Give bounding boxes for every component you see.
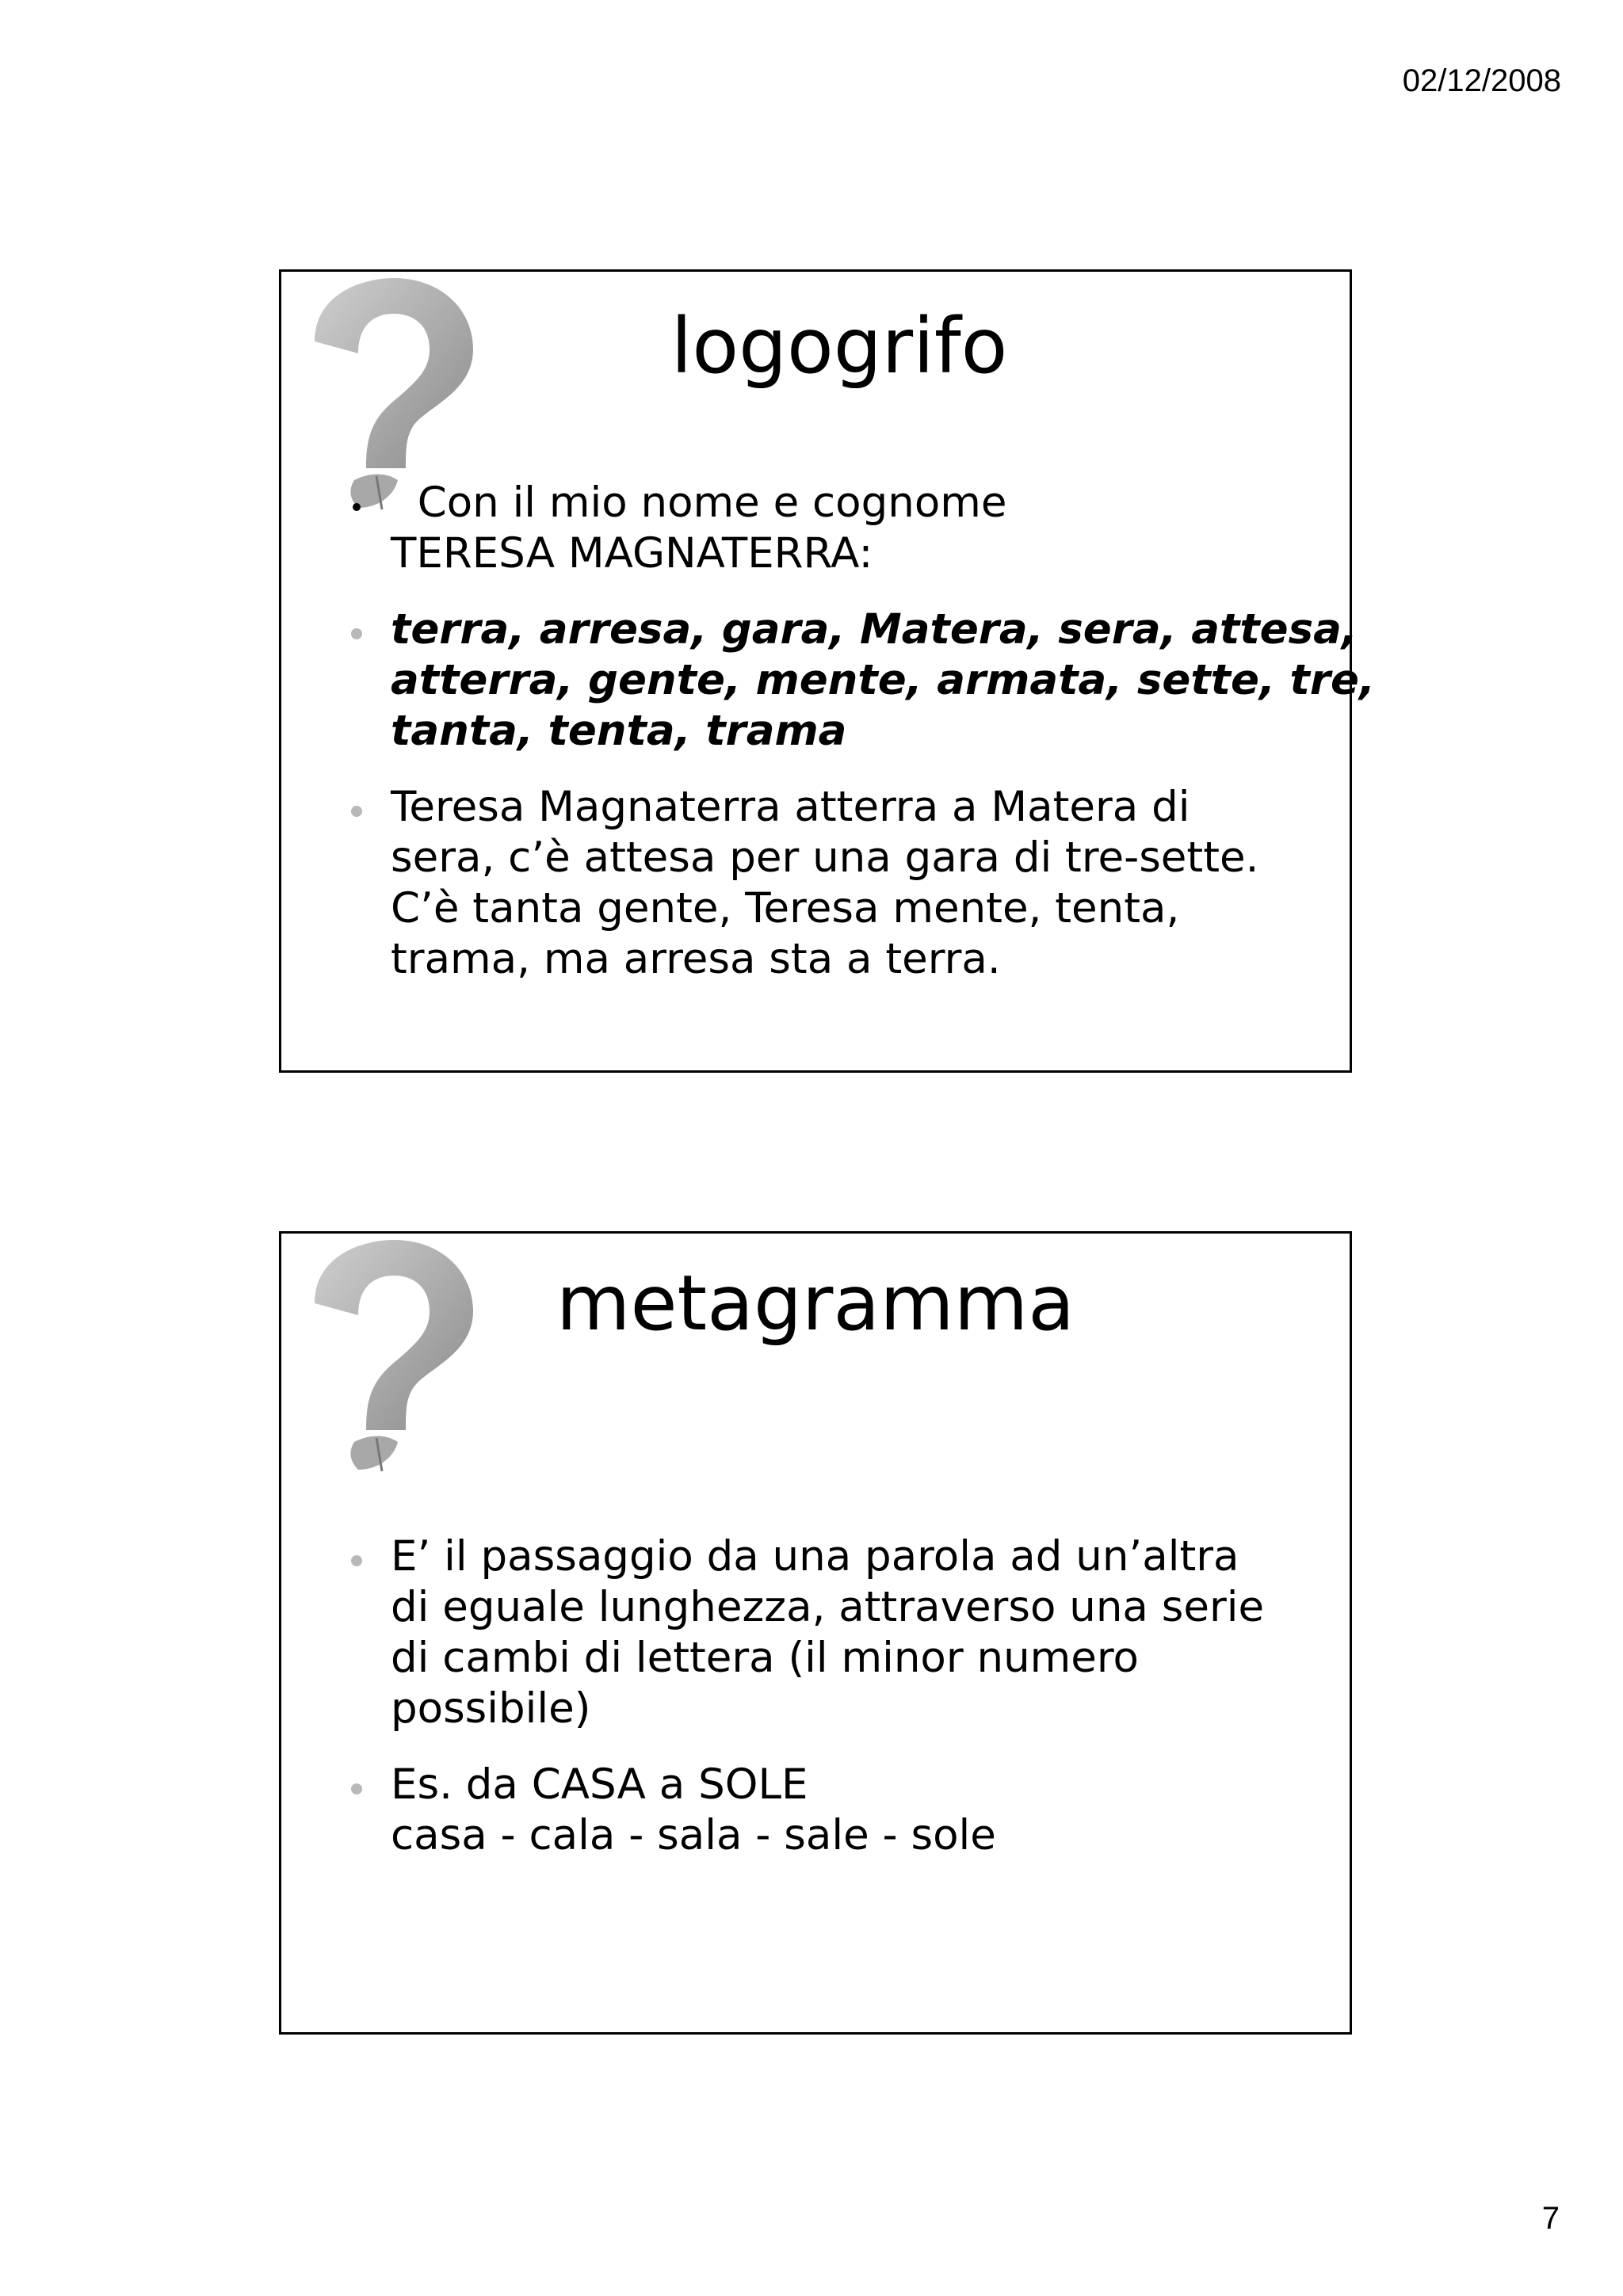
item-line: atterra, gente, mente, armata, sette, tre,: [391, 656, 1376, 704]
list-item: [351, 605, 1376, 757]
slide-title: logogrifo: [670, 302, 1008, 391]
bullet-icon: [351, 806, 362, 817]
list-item: [351, 1531, 1318, 1734]
bullet-icon: [351, 1555, 362, 1566]
slide-logogrifo: [279, 269, 1376, 1073]
list-item: [351, 478, 1318, 579]
bullet-icon: [351, 628, 362, 639]
list-item: [351, 782, 1318, 985]
item-line: di eguale lunghezza, attraverso una serie: [391, 1583, 1265, 1631]
item-line: casa - cala - sala - sale - sole: [391, 1811, 996, 1859]
item-line: Con il mio nome e cognome: [391, 479, 1007, 527]
item-line: Teresa Magnaterra atterra a Matera di: [391, 783, 1190, 831]
item-line: TERESA MAGNATERRA:: [391, 529, 873, 578]
page-date: 02/12/2008: [1402, 63, 1561, 98]
bullet-icon: [351, 1783, 362, 1794]
slide-title: metagramma: [556, 1259, 1075, 1348]
slide-metagramma: [279, 1231, 1352, 2035]
page-number: 7: [1541, 2201, 1560, 2236]
slide-content: [351, 478, 1376, 1010]
list-item: [351, 1760, 1318, 1861]
bullet-icon: [353, 503, 361, 511]
item-line: trama, ma arresa sta a terra.: [391, 935, 1001, 983]
item-line: E’ il passaggio da una parola ad un’altra: [391, 1532, 1239, 1581]
item-line: di cambi di lettera (il minor numero: [391, 1634, 1139, 1682]
item-line: possibile): [391, 1684, 591, 1733]
item-line: C’è tanta gente, Teresa mente, tenta,: [391, 884, 1180, 933]
item-line: Es. da CASA a SOLE: [391, 1760, 808, 1809]
item-line: tanta, tenta, trama: [391, 707, 847, 755]
slide-content: [351, 1531, 1318, 1886]
item-line: terra, arresa, gara, Matera, sera, attesa,: [391, 605, 1358, 654]
item-line: sera, c’è attesa per una gara di tre-sette.: [391, 833, 1259, 882]
